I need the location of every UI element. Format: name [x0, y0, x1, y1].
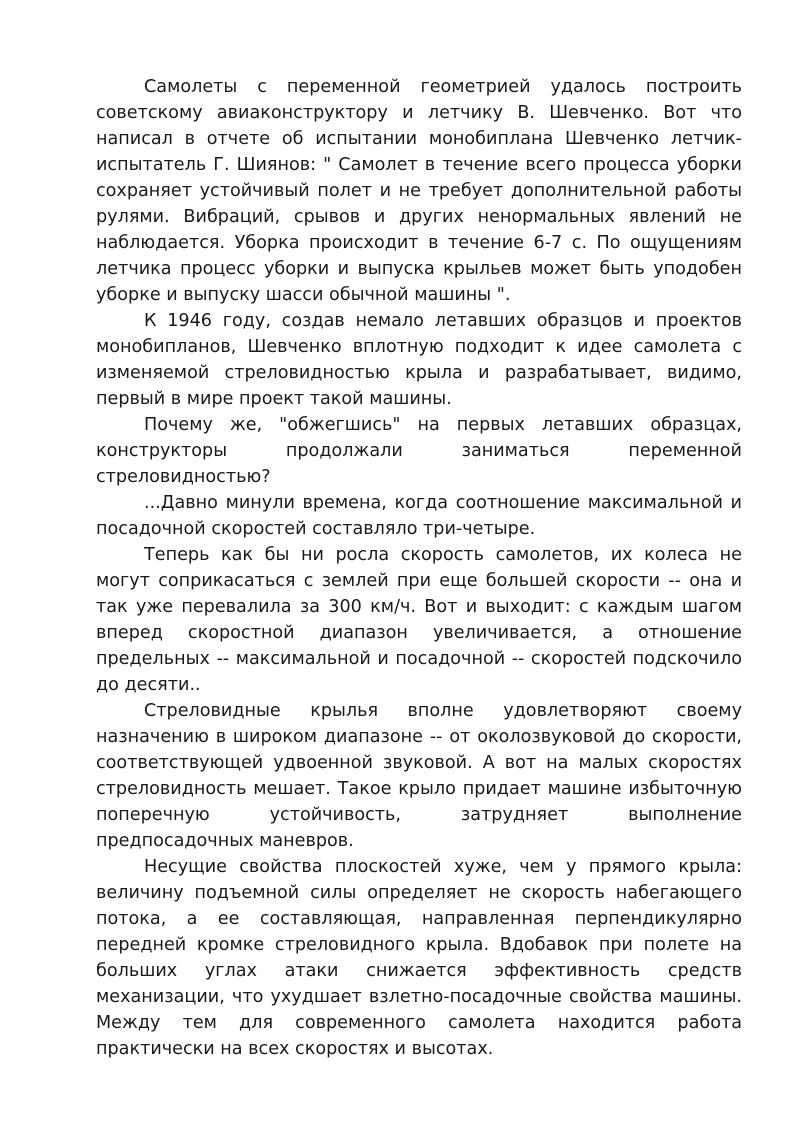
paragraph: К 1946 году, создав немало летавших образцов и проектов монобипланов, Шевченко вплотную подходит к идее самолета с изменяемой стреловидностью крыла и разрабатывает, видимо, первый в мире проект такой машины.: [96, 311, 742, 409]
paragraph: Почему же, "обжегшись" на первых летавших образцах, конструкторы продолжали заниматься переменной стреловидностью?: [96, 415, 742, 487]
paragraph: Стреловидные крылья вполне удовлетворяют своему назначению в широком диапазоне -- от околозвуковой до скорости, соответствующей удвоенной звуковой. А вот на малых скоростях стреловидность мешает. Такое крыло придает машине избыточную поперечную устойчивость, затрудняет выполнение предпосадочных маневров.: [96, 701, 742, 851]
paragraph: Несущие свойства плоскостей хуже, чем у прямого крыла: величину подъемной силы определяет не скорость набегающего потока, а ее составляющая, направленная перпендикулярно передней кромке стреловидного крыла. Вдобавок при полете на больших углах атаки снижается эффективность средств механизации, что ухудшает взлетно-посадочные свойства машины. Между тем для современного самолета находится работа практически на всех скоростях и высотах.: [96, 857, 742, 1059]
body-text: [96, 74, 742, 1062]
paragraph: Самолеты с переменной геометрией удалось построить советскому авиаконструктору и летчику В. Шевченко. Вот что написал в отчете об испытании монобиплана Шевченко летчик-испытатель Г. Шиянов: " Самолет в течение всего процесса уборки сохраняет устойчивый полет и не требует дополнительной работы рулями. Вибраций, срывов и других ненормальных явлений не наблюдается. Уборка происходит в течение 6-7 с. По ощущениям летчика процесс уборки и выпуска крыльев может быть уподобен уборке и выпуску шасси обычной машины ".: [96, 77, 742, 305]
paragraph: ...Давно минули времена, когда соотношение максимальной и посадочной скоростей составляло три-четыре.: [96, 493, 742, 539]
paragraph: Теперь как бы ни росла скорость самолетов, их колеса не могут соприкасаться с землей при еще большей скорости -- она и так уже перевалила за 300 км/ч. Вот и выходит: с каждым шагом вперед скоростной диапазон увеличивается, а отношение предельных -- максимальной и посадочной -- скоростей подскочило до десяти..: [96, 545, 742, 695]
